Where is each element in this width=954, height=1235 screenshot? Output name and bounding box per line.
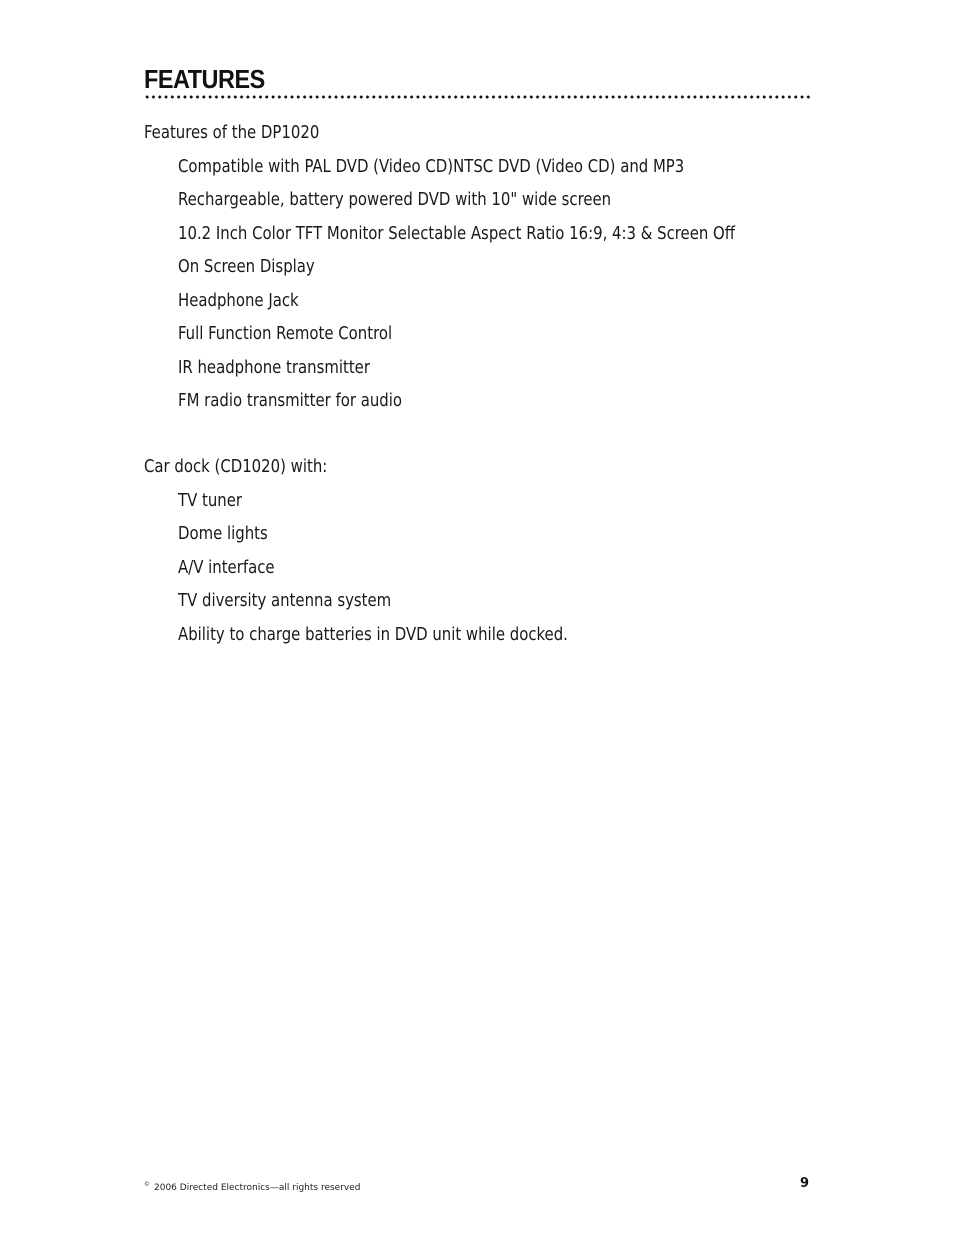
- list-item: IR headphone transmitter: [178, 356, 370, 378]
- list-item: TV diversity antenna system: [178, 590, 392, 611]
- page-number: 9: [800, 1176, 810, 1191]
- list-item: Rechargeable, battery powered DVD with 10" wide screen: [178, 189, 612, 210]
- list-item: Compatible with PAL DVD (Video CD)NTSC DVD (Video CD) and MP3: [178, 155, 685, 177]
- footer-copyright: [144, 1181, 361, 1193]
- copyright-text: 2006 Directed Electronics—all rights reserved: [154, 1183, 361, 1193]
- dp1020-feature-list: [144, 150, 824, 418]
- section-heading: Car dock (CD1020) with:: [144, 456, 328, 477]
- list-item: On Screen Display: [178, 256, 315, 277]
- page-title: FEATURES: [144, 64, 265, 94]
- dp1020-features-section: [144, 116, 824, 418]
- dotted-title-rule: [144, 95, 812, 99]
- car-dock-feature-list: [144, 484, 824, 652]
- list-item: Full Function Remote Control: [178, 323, 393, 344]
- list-item: TV tuner: [178, 489, 243, 511]
- list-item: Dome lights: [178, 523, 268, 544]
- list-item: FM radio transmitter for audio: [178, 390, 402, 411]
- car-dock-section: [144, 450, 824, 651]
- list-item: Ability to charge batteries in DVD unit while docked.: [178, 623, 568, 645]
- section-heading: Features of the DP1020: [144, 122, 320, 143]
- list-item: A/V interface: [178, 556, 275, 578]
- list-item: Headphone Jack: [178, 289, 299, 311]
- copyright-symbol: ©: [144, 1181, 150, 1188]
- list-item: 10.2 Inch Color TFT Monitor Selectable Aspect Ratio 16:9, 4:3 & Screen Off: [178, 222, 736, 244]
